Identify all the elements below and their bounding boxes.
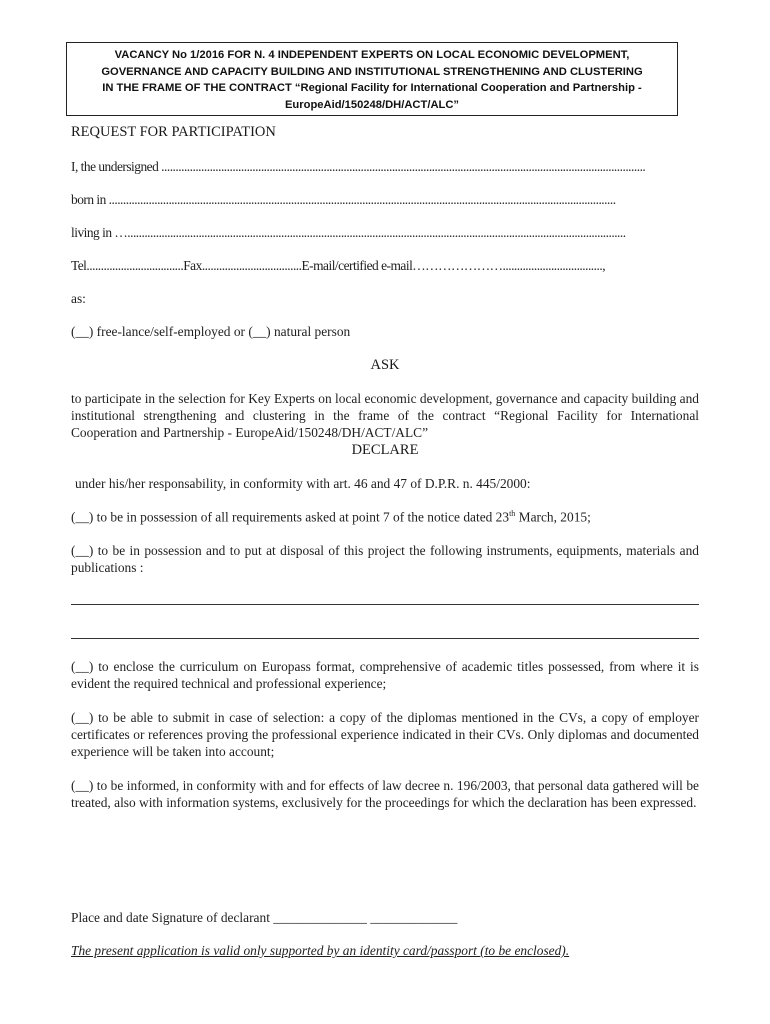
header-line-4: EuropeAid/150248/DH/ACT/ALC” — [284, 98, 460, 111]
instruments-entry-line-2[interactable] — [71, 638, 699, 639]
identity-footnote: The present application is valid only supported by an identity card/passport (to be enclosed). — [71, 943, 570, 958]
vacancy-header-box — [66, 42, 678, 116]
declare-heading: DECLARE — [351, 442, 419, 458]
declare-item-curriculum[interactable]: (__) to enclose the curriculum on Europass format, comprehensive of academic titles possessed, from where it is evident the required technical and professional experience; — [71, 659, 699, 691]
header-line-3: IN THE FRAME OF THE CONTRACT “Regional Facility for International Cooperation and Partnership - — [102, 82, 642, 94]
header-line-2: GOVERNANCE AND CAPACITY BUILDING AND INSTITUTIONAL STRENGTHENING AND CLUSTERING — [101, 65, 643, 78]
ask-paragraph: to participate in the selection for Key Experts on local economic development, governance and capacity building and institutional strengthening and clustering in the frame of the contract “Regional Facility for International Cooperation and Partnership - EuropeAid/150248/DH/ACT/ALC” — [71, 391, 699, 440]
living-in-field[interactable]: living in …............................................................................................................................................................................... — [71, 225, 626, 240]
date-superscript: th — [509, 509, 516, 518]
signature-line[interactable]: Place and date Signature of declarant ______________ _____________ — [71, 910, 458, 925]
declare-item-requirements-text: (__) to be in possession of all requirements asked at point 7 of the notice dated 23 — [71, 509, 510, 525]
status-choice[interactable]: (__) free-lance/self-employed or (__) natural person — [71, 324, 351, 339]
declare-item-requirements-date: March, 2015; — [515, 509, 591, 525]
born-in-field[interactable]: born in .................................................................................................................................................................................. — [71, 192, 616, 207]
form-title: REQUEST FOR PARTICIPATION — [71, 124, 276, 140]
declare-item-privacy[interactable]: (__) to be informed, in conformity with and for effects of law decree n. 196/2003, that personal data gathered will be treated, also with information systems, exclusively for the proceedings for which the declaration has been expressed. — [71, 778, 699, 810]
declare-item-requirements[interactable] — [71, 509, 591, 525]
instruments-entry-line-1[interactable] — [71, 604, 699, 605]
contact-fields[interactable]: Tel..................................Fax...................................E-mail/certified e-mail…………………..................................., — [71, 258, 606, 273]
declare-item-instruments[interactable]: (__) to be in possession and to put at disposal of this project the following instruments, equipments, materials and publications : — [71, 543, 699, 575]
declare-intro: under his/her responsability, in conformity with art. 46 and 47 of D.P.R. n. 445/2000: — [75, 476, 531, 491]
undersigned-field[interactable]: I, the undersigned .......................................................................................................................................................................... — [71, 159, 646, 174]
declare-item-diplomas[interactable]: (__) to be able to submit in case of selection: a copy of the diplomas mentioned in the CVs, a copy of employer certificates or references proving the professional experience indicated in their CVs. Only diplomas and documented experience will be taken into account; — [71, 710, 699, 759]
ask-heading: ASK — [370, 357, 400, 373]
header-line-1: VACANCY No 1/2016 FOR N. 4 INDEPENDENT EXPERTS ON LOCAL ECONOMIC DEVELOPMENT, — [114, 49, 630, 61]
as-label: as: — [71, 291, 86, 306]
